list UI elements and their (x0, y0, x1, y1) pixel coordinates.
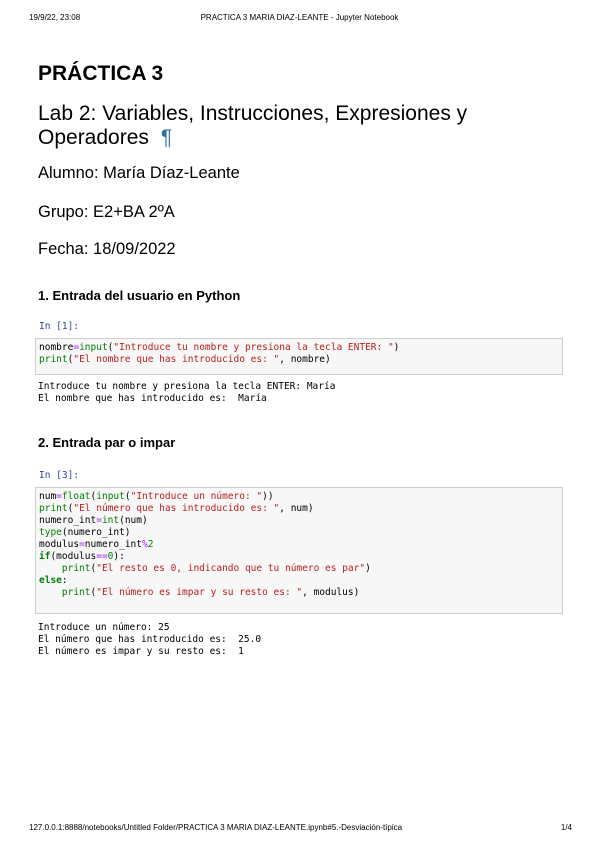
notebook-subtitle (38, 102, 538, 150)
student-heading: Alumno: María Díaz-Leante (38, 164, 240, 182)
print-header-datetime: 19/9/22, 23:08 (29, 13, 81, 22)
cell-output: Introduce tu nombre y presiona la tecla ENTER: María El nombre que has introducido es: María (38, 381, 336, 404)
code-cell[interactable] (35, 487, 563, 614)
cell-output: Introduce un número: 25 El número que has introducido es: 25.0 El número es impar y su resto es: 1 (38, 622, 262, 657)
code-cell[interactable] (35, 338, 563, 375)
section-heading-input: 1. Entrada del usuario en Python (38, 288, 241, 303)
print-header-title: PRACTICA 3 MARIA DIAZ-LEANTE - Jupyter Notebook (200, 13, 399, 22)
date-heading: Fecha: 18/09/2022 (38, 240, 176, 258)
section-heading-parity: 2. Entrada par o impar (38, 435, 176, 450)
code-editor[interactable]: num=float(input("Introduce un número: ")) print("El número que has introducido es: ", num) numero_int=int(num) type(numero_int) modulus=numero_int%2 if(modulus==0): print("El resto es 0, indicando que tu número es par") else: print("El número es impar y su resto es: ", modulus) (39, 491, 371, 598)
print-footer-url: 127.0.0.1:8888/notebooks/Untitled Folder/PRACTICA 3 MARIA DIAZ-LEANTE.ipynb#5.-Desviación-típica (29, 823, 403, 832)
anchor-link-icon[interactable]: ¶ (160, 126, 173, 149)
cell-prompt: In [3]: (39, 470, 80, 481)
notebook-title: PRÁCTICA 3 (38, 62, 164, 85)
code-editor[interactable]: nombre=input("Introduce tu nombre y presiona la tecla ENTER: ") print("El nombre que has introducido es: ", nombre) (39, 342, 400, 365)
group-heading: Grupo: E2+BA 2ºA (38, 203, 175, 221)
cell-prompt: In [1]: (39, 321, 80, 332)
subtitle-text: Lab 2: Variables, Instrucciones, Expresiones y Operadores (38, 102, 468, 149)
print-footer-page: 1/4 (560, 823, 572, 832)
